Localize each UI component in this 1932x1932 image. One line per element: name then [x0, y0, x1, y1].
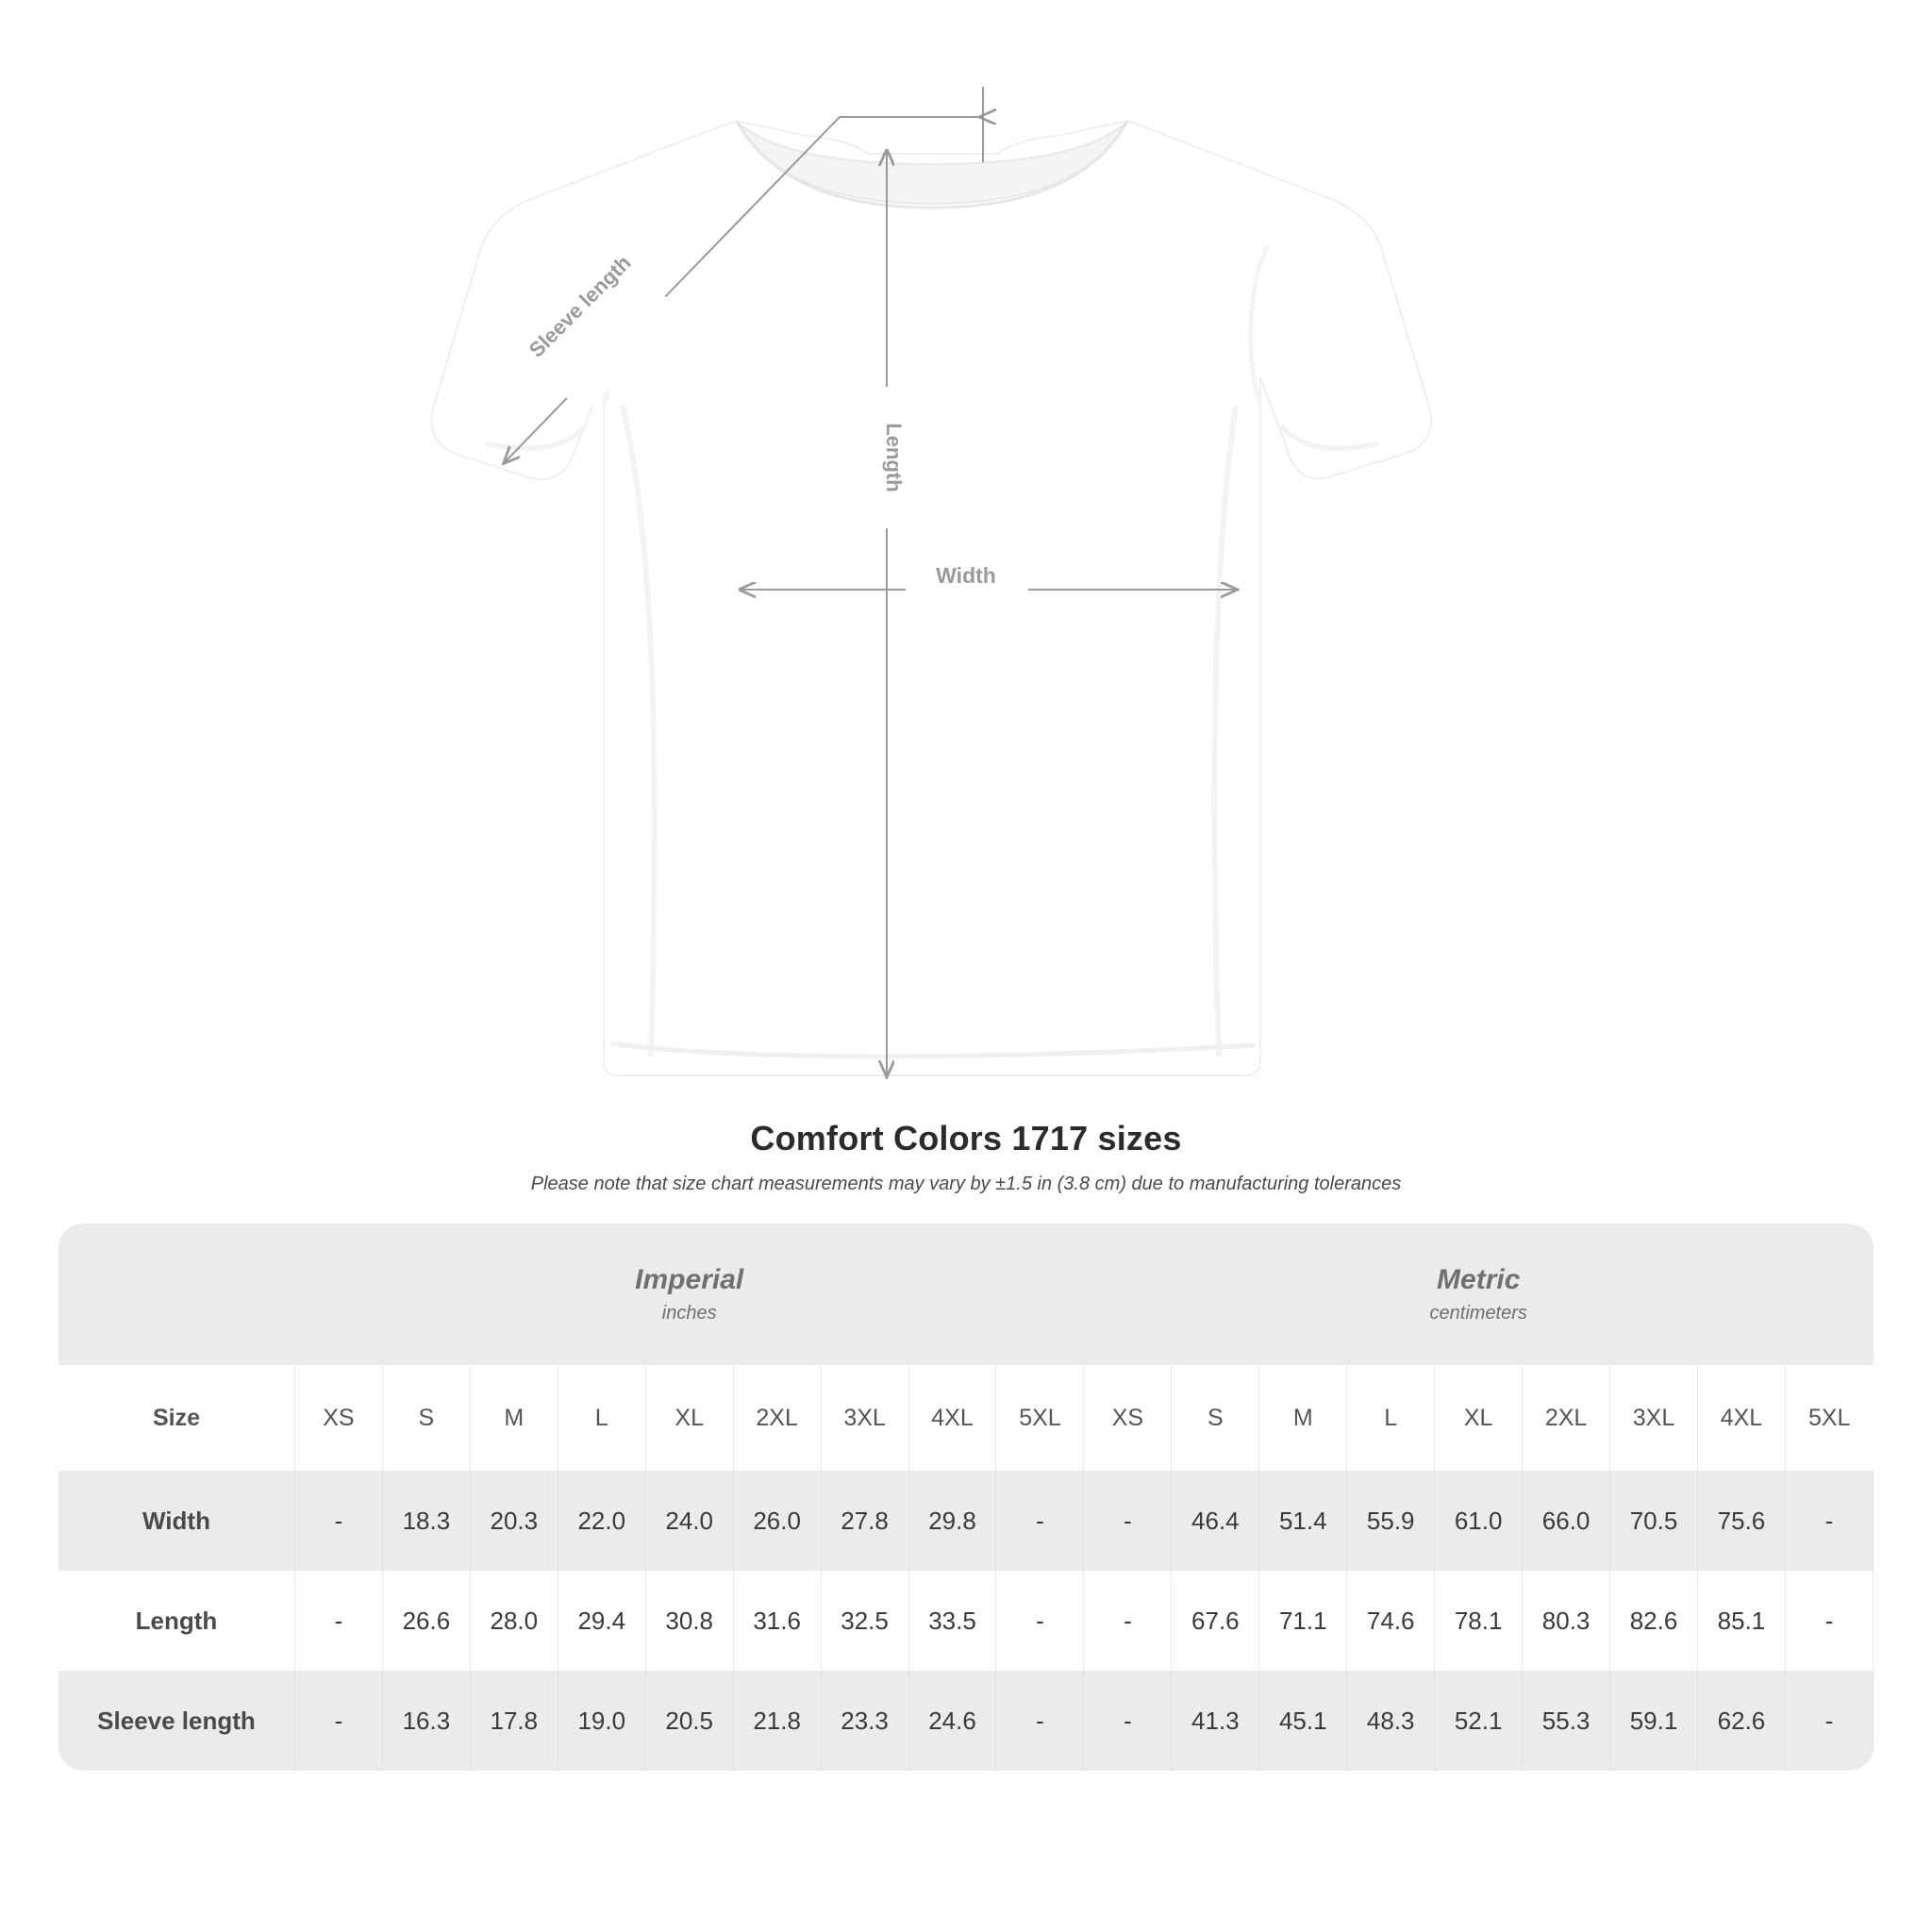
- measurement-cell: -: [1084, 1571, 1172, 1671]
- size-header-cell: 4XL: [1698, 1365, 1786, 1471]
- title-block: [0, 1119, 1932, 1195]
- measurement-cell: -: [294, 1671, 382, 1771]
- measurement-cell: -: [1785, 1571, 1873, 1671]
- size-table: [58, 1224, 1874, 1771]
- unit-group-metric: [1084, 1224, 1874, 1365]
- measurement-cell: 59.1: [1610, 1671, 1698, 1771]
- unit-group-metric-sub: centimeters: [1429, 1303, 1527, 1324]
- measurement-cell: 27.8: [821, 1471, 908, 1571]
- size-header-cell: 3XL: [1610, 1365, 1698, 1471]
- measurement-cell: 51.4: [1259, 1471, 1347, 1571]
- measurement-cell: 52.1: [1435, 1671, 1523, 1771]
- measurement-cell: 16.3: [382, 1671, 470, 1771]
- size-header-cell: XL: [645, 1365, 733, 1471]
- size-header-cell: M: [470, 1365, 558, 1471]
- measurement-cell: 24.0: [645, 1471, 733, 1571]
- measurement-cell: 82.6: [1610, 1571, 1698, 1671]
- measurement-cell: 85.1: [1698, 1571, 1786, 1671]
- size-header-cell: 3XL: [821, 1365, 908, 1471]
- unit-group-metric-name: Metric: [1437, 1264, 1521, 1295]
- row-label: Length: [58, 1571, 294, 1671]
- measurement-cell: 67.6: [1172, 1571, 1259, 1671]
- measurement-cell: 29.4: [558, 1571, 645, 1671]
- measurement-cell: 19.0: [558, 1671, 645, 1771]
- measurement-cell: 21.8: [733, 1671, 821, 1771]
- table-row: [58, 1471, 1874, 1571]
- length-label: Length: [882, 423, 906, 492]
- measurement-cell: 31.6: [733, 1571, 821, 1671]
- measurement-cell: 23.3: [821, 1671, 908, 1771]
- measurement-cell: -: [1084, 1471, 1172, 1571]
- size-header-cell: L: [558, 1365, 645, 1471]
- measurement-cell: 18.3: [382, 1471, 470, 1571]
- unit-header-row: [58, 1224, 1874, 1365]
- size-header-cell: M: [1259, 1365, 1347, 1471]
- table-row: [58, 1671, 1874, 1771]
- measurement-cell: 80.3: [1523, 1571, 1610, 1671]
- measurement-cell: 78.1: [1435, 1571, 1523, 1671]
- measurement-cell: 74.6: [1347, 1571, 1435, 1671]
- size-header-row: [58, 1365, 1874, 1471]
- measurement-cell: 30.8: [645, 1571, 733, 1671]
- unit-group-imperial: [294, 1224, 1083, 1365]
- unit-group-imperial-name: Imperial: [635, 1264, 744, 1295]
- size-header-cell: XS: [1084, 1365, 1172, 1471]
- measurement-cell: -: [294, 1571, 382, 1671]
- measurement-cell: 20.3: [470, 1471, 558, 1571]
- measurement-cell: -: [996, 1571, 1084, 1671]
- measurement-cell: 24.6: [908, 1671, 996, 1771]
- measurement-cell: 61.0: [1435, 1471, 1523, 1571]
- measurement-cell: 70.5: [1610, 1471, 1698, 1571]
- measurement-cell: 17.8: [470, 1671, 558, 1771]
- measurement-cell: 46.4: [1172, 1471, 1259, 1571]
- measurement-cell: 28.0: [470, 1571, 558, 1671]
- size-header-cell: S: [1172, 1365, 1259, 1471]
- measurement-cell: 32.5: [821, 1571, 908, 1671]
- measurement-cell: 48.3: [1347, 1671, 1435, 1771]
- measurement-cell: 62.6: [1698, 1671, 1786, 1771]
- measurement-cell: -: [294, 1471, 382, 1571]
- measurement-cell: -: [1785, 1671, 1873, 1771]
- size-header-cell: 5XL: [1785, 1365, 1873, 1471]
- size-header-cell: 4XL: [908, 1365, 996, 1471]
- size-table-wrapper: [58, 1224, 1874, 1771]
- measurement-cell: 55.3: [1523, 1671, 1610, 1771]
- measurement-cell: -: [996, 1671, 1084, 1771]
- row-label: Width: [58, 1471, 294, 1571]
- size-header-label: Size: [58, 1365, 294, 1471]
- measurement-cell: -: [1785, 1471, 1873, 1571]
- page-title: Comfort Colors 1717 sizes: [750, 1119, 1182, 1158]
- row-label: Sleeve length: [58, 1671, 294, 1771]
- unit-group-imperial-sub: inches: [661, 1303, 717, 1324]
- size-header-cell: L: [1347, 1365, 1435, 1471]
- measurement-cell: 71.1: [1259, 1571, 1347, 1671]
- size-header-cell: S: [382, 1365, 470, 1471]
- measurement-cell: 26.6: [382, 1571, 470, 1671]
- measurement-cell: -: [1084, 1671, 1172, 1771]
- measurement-cell: 55.9: [1347, 1471, 1435, 1571]
- tolerance-note: Please note that size chart measurements may vary by ±1.5 in (3.8 cm) due to manufacturing tolerances: [530, 1174, 1402, 1194]
- measurement-cell: 66.0: [1523, 1471, 1610, 1571]
- measurement-cell: 33.5: [908, 1571, 996, 1671]
- sleeve-length-label: Sleeve length: [524, 250, 636, 362]
- unit-row-spacer: [58, 1224, 294, 1365]
- measurement-cell: 41.3: [1172, 1671, 1259, 1771]
- width-label: Width: [936, 563, 996, 588]
- measurement-cell: -: [996, 1471, 1084, 1571]
- measurement-cell: 45.1: [1259, 1671, 1347, 1771]
- size-header-cell: 2XL: [1523, 1365, 1610, 1471]
- measurement-cell: 26.0: [733, 1471, 821, 1571]
- size-header-cell: 5XL: [996, 1365, 1084, 1471]
- measurement-cell: 75.6: [1698, 1471, 1786, 1571]
- measurement-cell: 29.8: [908, 1471, 996, 1571]
- measurement-cell: 22.0: [558, 1471, 645, 1571]
- size-header-cell: 2XL: [733, 1365, 821, 1471]
- measurement-cell: 20.5: [645, 1671, 733, 1771]
- size-header-cell: XS: [294, 1365, 382, 1471]
- table-row: [58, 1571, 1874, 1671]
- size-header-cell: XL: [1435, 1365, 1523, 1471]
